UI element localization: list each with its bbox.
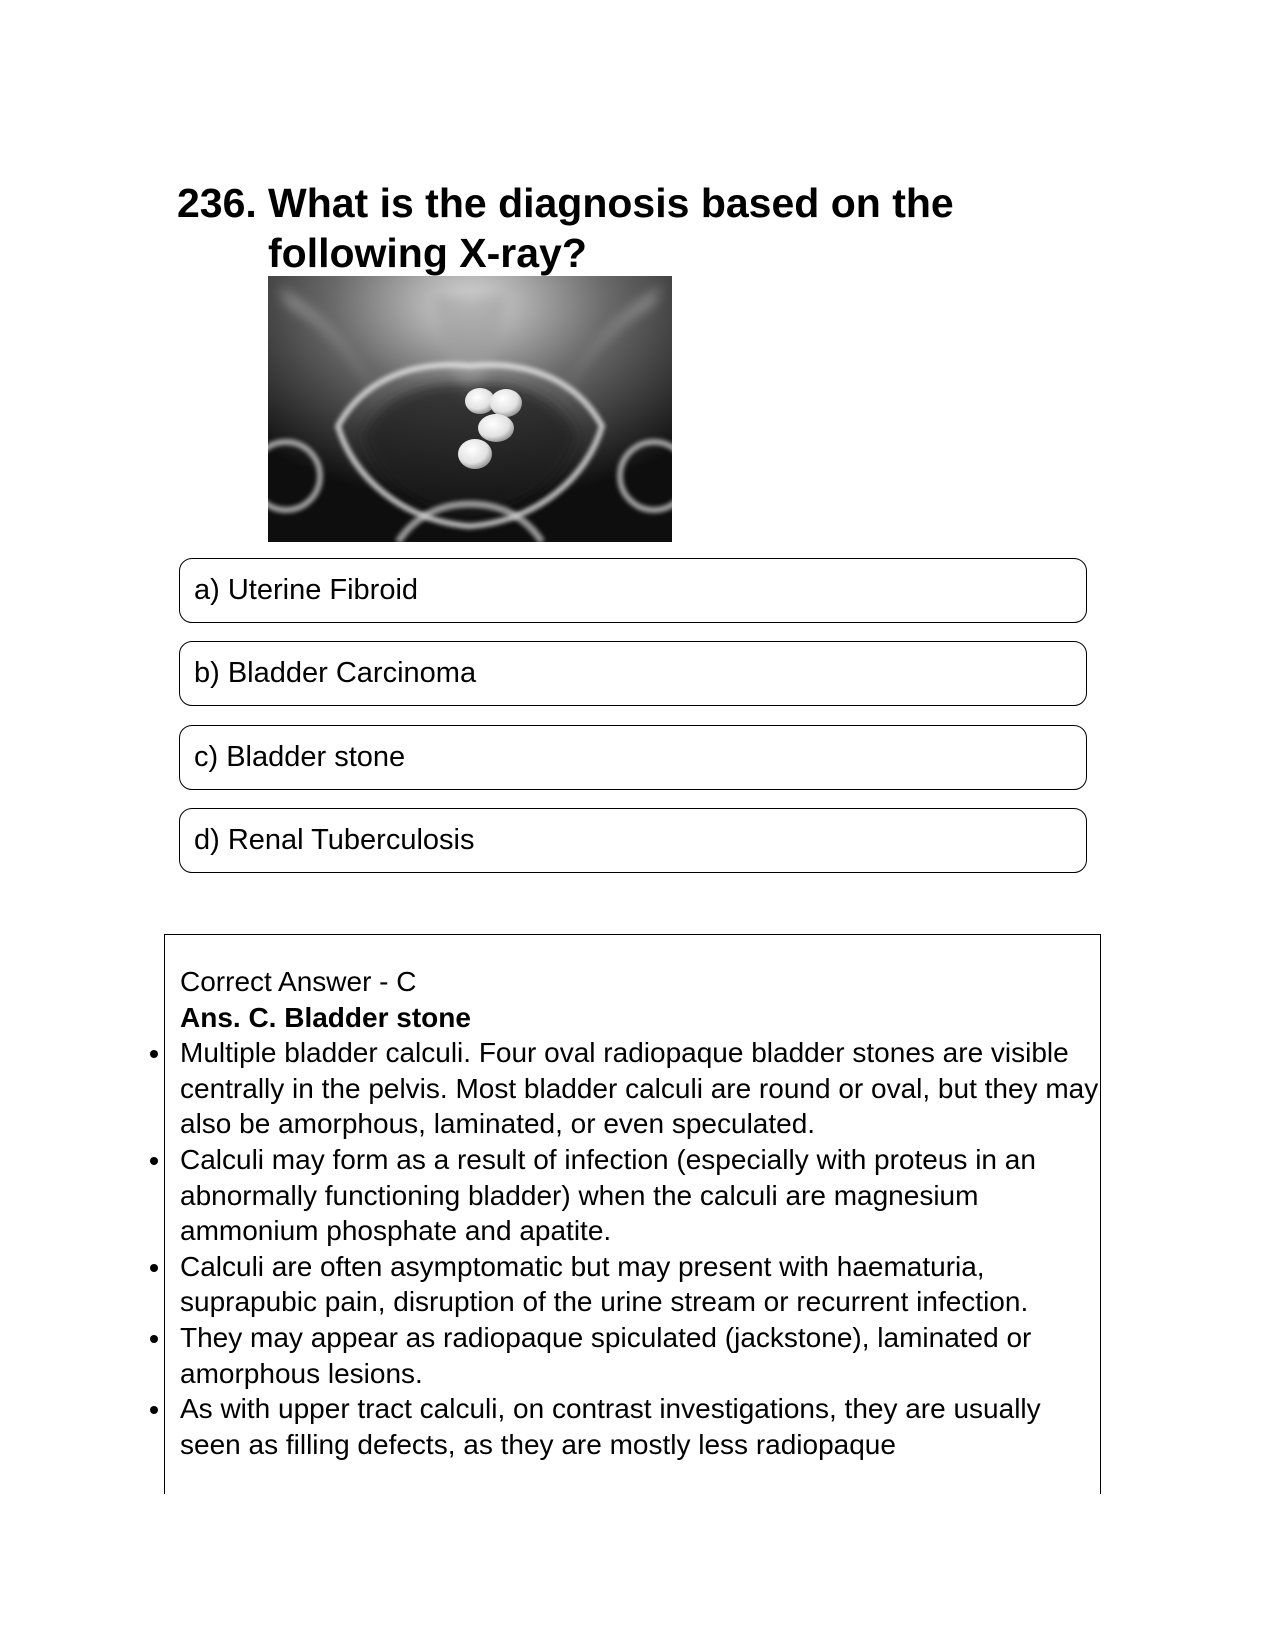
- explanation-content: [180, 964, 1100, 1462]
- option-a[interactable]: a) Uterine Fibroid: [179, 558, 1087, 623]
- explanation-points: [180, 1035, 1100, 1462]
- explanation-point: As with upper tract calculi, on contrast investigations, they are usually seen as filling defects, as they are mostly less radiopaque: [180, 1391, 1100, 1462]
- option-d[interactable]: d) Renal Tuberculosis: [179, 808, 1087, 873]
- explanation-point: Calculi may form as a result of infection (especially with proteus in an abnormally functioning bladder) when the calculi are magnesium ammonium phosphate and apatite.: [180, 1142, 1100, 1249]
- question-number: 236.: [177, 180, 257, 226]
- correct-answer-line: Correct Answer - C: [180, 966, 417, 997]
- explanation-point: They may appear as radiopaque spiculated (jackstone), laminated or amorphous lesions.: [180, 1320, 1100, 1391]
- explanation-point: Calculi are often asymptomatic but may present with haematuria, suprapubic pain, disruption of the urine stream or recurrent infection.: [180, 1249, 1100, 1320]
- option-b[interactable]: b) Bladder Carcinoma: [179, 641, 1087, 706]
- answer-heading: Ans. C. Bladder stone: [180, 1001, 471, 1033]
- question-text: What is the diagnosis based on the following X-ray?: [268, 180, 954, 276]
- explanation-point: Multiple bladder calculi. Four oval radiopaque bladder stones are visible centrally in the pelvis. Most bladder calculi are round or oval, but they may also be amorphous, laminated, or even speculated.: [180, 1035, 1100, 1142]
- option-c[interactable]: c) Bladder stone: [179, 725, 1087, 790]
- pelvis-xray-image: [268, 276, 672, 542]
